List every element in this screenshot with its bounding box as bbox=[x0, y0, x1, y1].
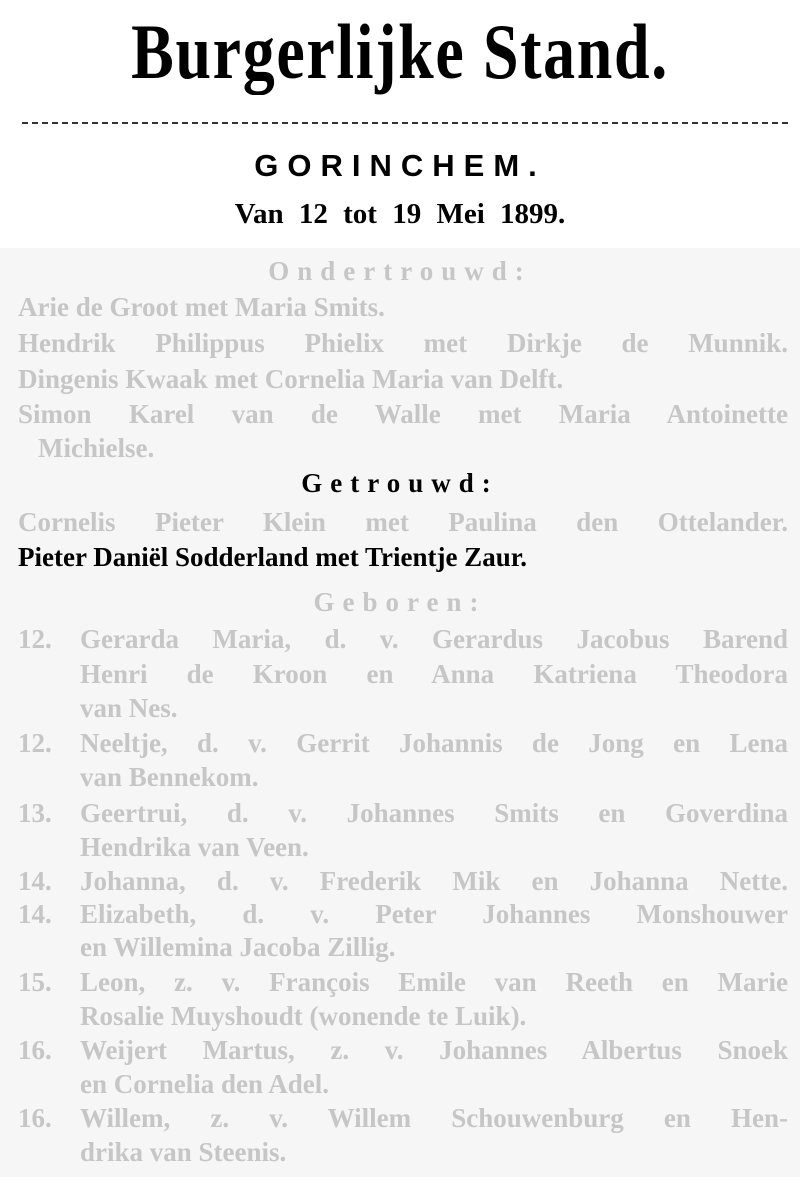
section-heading-getrouwd: Getrouwd: bbox=[301, 468, 499, 498]
list-item: Johanna, d. v. Frederik Mik en Johanna Nette. bbox=[80, 866, 788, 896]
list-item: Weijert Martus, z. v. Johannes Albertus Snoek bbox=[80, 1035, 788, 1065]
divider-rule bbox=[22, 122, 788, 124]
entry-day: 12. bbox=[18, 624, 52, 654]
list-item: Simon Karel van de Walle met Maria Antoinette bbox=[18, 399, 788, 429]
place-heading: GORINCHEM. bbox=[254, 148, 546, 183]
period-heading: Van 12 tot 19 Mei 1899. bbox=[234, 198, 566, 230]
list-item: Elizabeth, d. v. Peter Johannes Monshouwer bbox=[80, 899, 788, 929]
list-item: Rosalie Muyshoudt (wonende te Luik). bbox=[80, 1001, 527, 1031]
list-item: van Bennekom. bbox=[80, 762, 259, 792]
highlighted-list-item: Pieter Daniël Sodderland met Trientje Zaur. bbox=[18, 542, 527, 572]
masthead-title: Burgerlijke Stand. bbox=[131, 8, 669, 95]
entry-day: 16. bbox=[18, 1035, 52, 1065]
entry-day: 14. bbox=[18, 899, 52, 929]
entry-day: 16. bbox=[18, 1103, 52, 1133]
list-item: Gerarda Maria, d. v. Gerardus Jacobus Barend bbox=[80, 624, 788, 654]
list-item: Michielse. bbox=[38, 433, 155, 463]
section-heading-geboren: Geboren: bbox=[313, 587, 487, 617]
entry-day: 15. bbox=[18, 967, 52, 997]
list-item: Willem, z. v. Willem Schouwenburg en Hen- bbox=[80, 1103, 788, 1133]
list-item: Leon, z. v. François Emile van Reeth en Marie bbox=[80, 967, 788, 997]
entry-day: 12. bbox=[18, 728, 52, 758]
list-item: Geertrui, d. v. Johannes Smits en Goverdina bbox=[80, 798, 788, 828]
entry-day: 14. bbox=[18, 866, 52, 896]
list-item: Hendrika van Veen. bbox=[80, 832, 309, 862]
list-item: van Nes. bbox=[80, 693, 178, 723]
list-item: en Willemina Jacoba Zillig. bbox=[80, 932, 396, 962]
list-item: Arie de Groot met Maria Smits. bbox=[18, 292, 385, 322]
list-item: Dingenis Kwaak met Cornelia Maria van Delft. bbox=[18, 364, 564, 394]
list-item: Henri de Kroon en Anna Katriena Theodora bbox=[80, 659, 788, 689]
list-item: Hendrik Philippus Phielix met Dirkje de Munnik. bbox=[18, 328, 788, 358]
list-item: Cornelis Pieter Klein met Paulina den Ottelander. bbox=[18, 507, 788, 537]
list-item: Neeltje, d. v. Gerrit Johannis de Jong en Lena bbox=[80, 728, 788, 758]
list-item: drika van Steenis. bbox=[80, 1137, 287, 1167]
section-heading-ondertrouwd: Ondertrouwd: bbox=[268, 256, 532, 286]
list-item: en Cornelia den Adel. bbox=[80, 1069, 330, 1099]
entry-day: 13. bbox=[18, 798, 52, 828]
